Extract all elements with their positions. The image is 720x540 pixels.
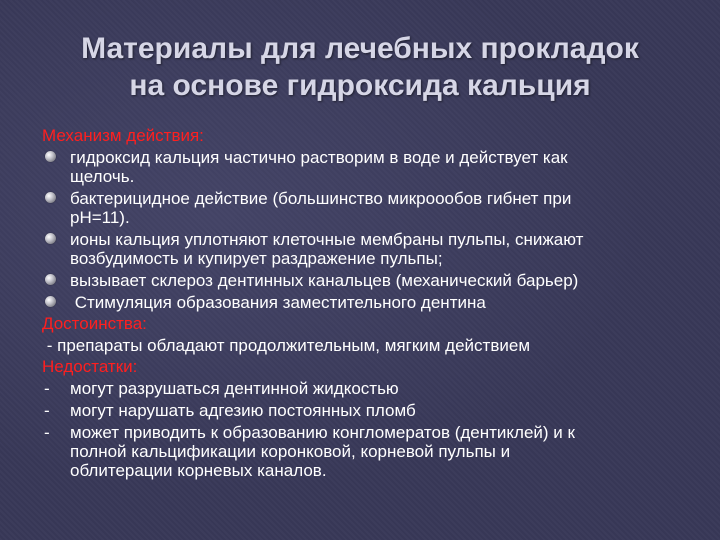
disadvantage-item-line: полной кальцификации коронковой, корневой пульпы и xyxy=(70,442,511,461)
slide-title xyxy=(40,30,680,104)
mechanism-item-line: вызывает склероз дентинных канальцев (механический барьер) xyxy=(70,271,579,290)
mechanism-item-line: щелочь. xyxy=(70,167,135,186)
mechanism-item-line: рН=11). xyxy=(70,208,130,227)
slide-body xyxy=(42,126,682,480)
advantages-text: - препараты обладают продолжительным, мягким действием xyxy=(42,336,531,355)
bullet-icon xyxy=(45,151,56,162)
disadvantage-item-line: могут разрушаться дентинной жидкостью xyxy=(70,379,399,398)
mechanism-item xyxy=(42,271,682,290)
disadvantage-item-line: может приводить к образованию конгломератов (дентиклей) и к xyxy=(70,423,575,442)
mechanism-item xyxy=(42,148,682,186)
dash-marker: - xyxy=(44,423,50,442)
title-line-1: Материалы для лечебных прокладок xyxy=(81,32,639,65)
mechanism-heading: Механизм действия: xyxy=(42,126,204,145)
mechanism-item xyxy=(42,189,682,227)
dash-marker: - xyxy=(44,401,50,420)
bullet-icon xyxy=(45,192,56,203)
disadvantage-item xyxy=(42,379,682,398)
advantages-heading: Достоинства: xyxy=(42,314,147,333)
mechanism-item-line: гидроксид кальция частично растворим в воде и действует как xyxy=(70,148,568,167)
bullet-icon xyxy=(45,296,56,307)
dash-marker: - xyxy=(44,379,50,398)
disadvantage-item xyxy=(42,401,682,420)
bullet-icon xyxy=(45,274,56,285)
bullet-icon xyxy=(45,233,56,244)
disadvantage-item-line: могут нарушать адгезию постоянных пломб xyxy=(70,401,416,420)
mechanism-item-line: возбудимость и купирует раздражение пульпы; xyxy=(70,249,443,268)
mechanism-item-line: Стимуляция образования заместительного дентина xyxy=(70,293,486,312)
mechanism-item-line: ионы кальция уплотняют клеточные мембраны пульпы, снижают xyxy=(70,230,584,249)
disadvantage-item-line: облитерации корневых каналов. xyxy=(70,461,327,480)
disadvantages-heading: Недостатки: xyxy=(42,357,138,376)
mechanism-item xyxy=(42,230,682,268)
disadvantage-item xyxy=(42,423,682,480)
mechanism-item-line: бактерицидное действие (большинство микроообов гибнет при xyxy=(70,189,572,208)
title-line-2: на основе гидроксида кальция xyxy=(129,69,591,102)
mechanism-item xyxy=(42,293,682,312)
